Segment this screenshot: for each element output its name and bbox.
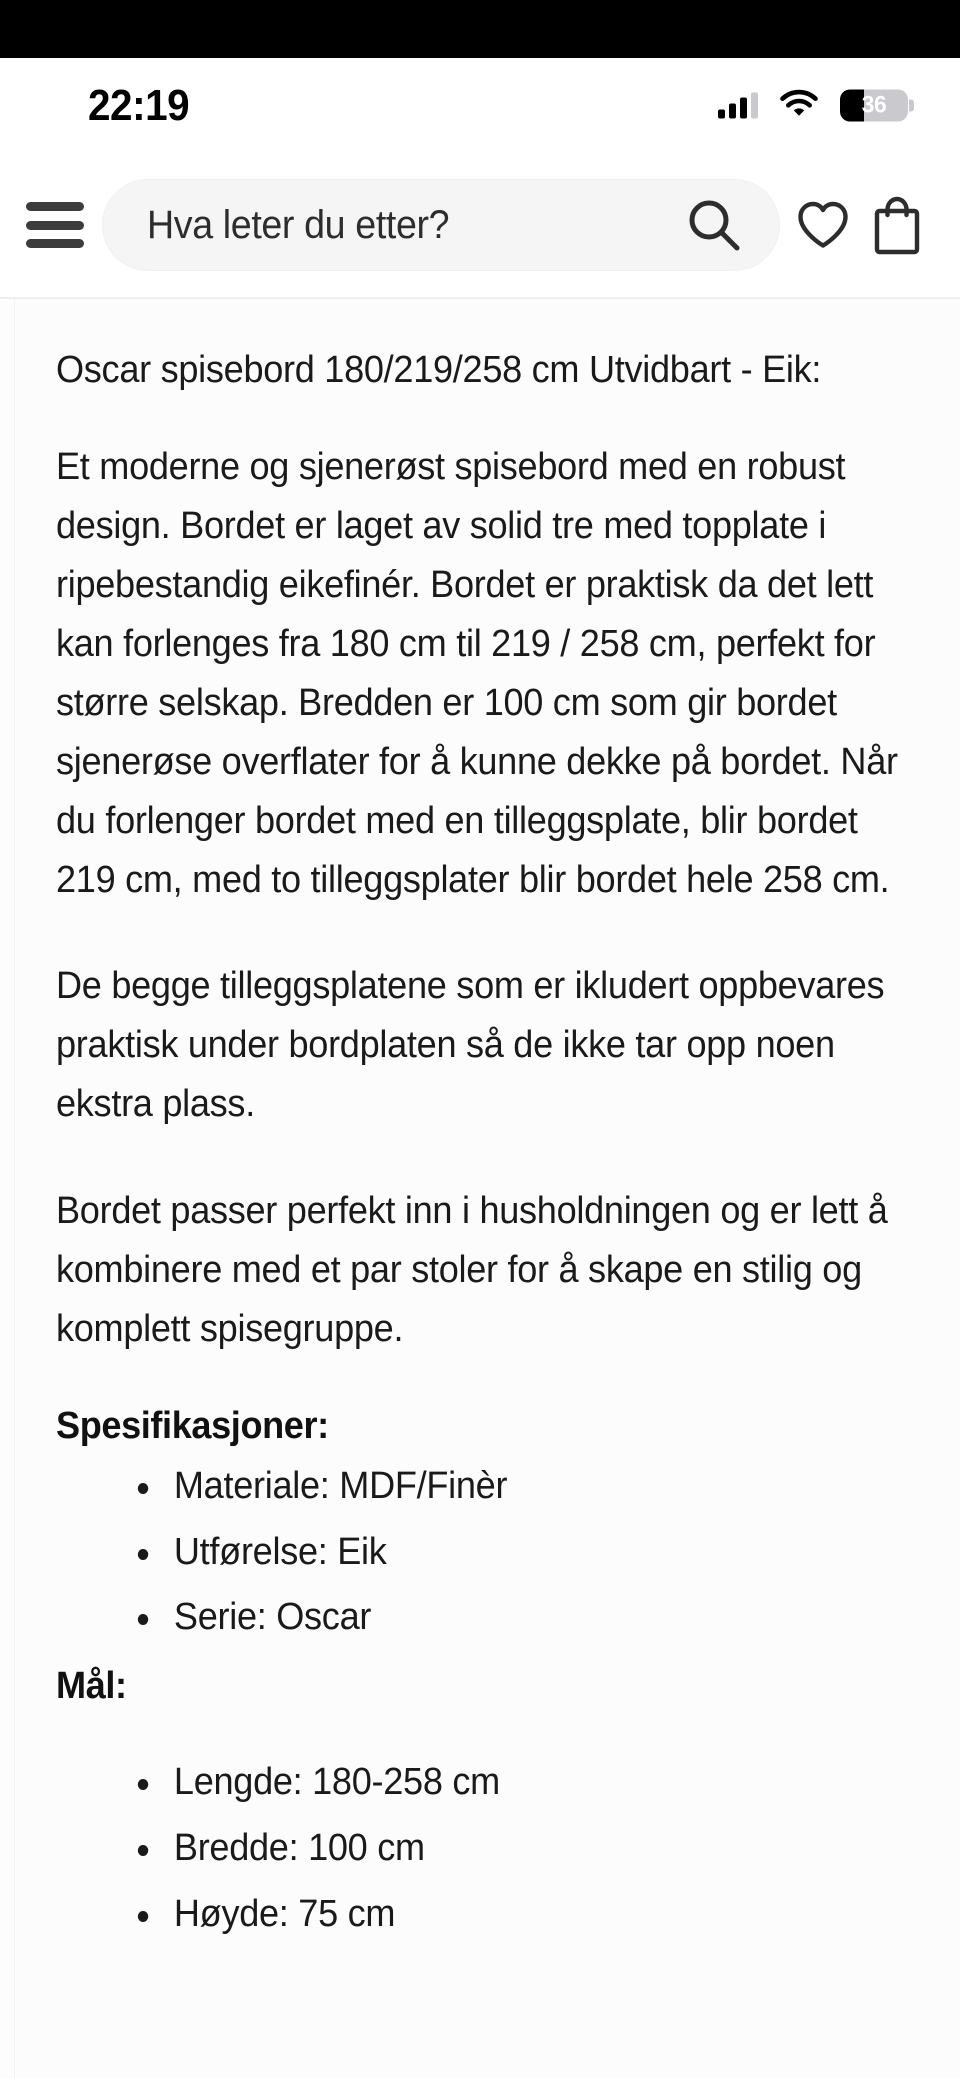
status-bar-clock: 22:19 [88, 80, 190, 130]
list-item: Utførelse: Eik [134, 1532, 958, 1574]
list-item: Bredde: 100 cm [134, 1828, 958, 1870]
dimensions-heading: Mål: [56, 1665, 127, 1708]
battery-percent-label: 36 [861, 91, 887, 119]
description-paragraph-2: De begge tilleggsplatene som er ikludert oppbevares praktisk under bordplaten så de ikke tar opp noen ekstra plass. [56, 965, 885, 1126]
shopping-bag-icon[interactable] [860, 179, 934, 271]
product-title: Oscar spisebord 180/219/258 cm Utvidbart - Eik: [56, 349, 822, 391]
wifi-icon [780, 89, 818, 122]
list-item: Lengde: 180-258 cm [134, 1762, 958, 1804]
description-paragraph-3: Bordet passer perfekt inn i husholdningen og er lett å kombinere med et par stoler for å skape en stilig og komplett spisegruppe. [56, 1190, 888, 1350]
search-input[interactable] [102, 179, 780, 271]
description-paragraph-1: Et moderne og sjenerøst spisebord med en robust design. Bordet er laget av solid tre med topplate i ripebestandig eikefinér. Bordet er praktisk da det lett kan forlenges fra 180 cm til 219 / 258 cm, perfekt for større selskap. Bredden er 100 cm som gir bordet sjenerøse overflater for å kunne dekke på bordet. Når du forlenger bordet med en tilleggsplate, blir bordet 219 cm, med to tilleggsplater blir bordet hele 258 cm. [56, 446, 898, 901]
product-description-scroll-area[interactable] [0, 299, 960, 2078]
dimensions-list [56, 1762, 920, 1935]
specifications-heading: Spesifikasjoner: [56, 1404, 329, 1447]
search-input-placeholder: Hva leter du etter? [147, 202, 450, 247]
list-item: Serie: Oscar [134, 1597, 958, 1639]
list-item: Høyde: 75 cm [134, 1894, 958, 1936]
heart-icon[interactable] [786, 179, 860, 271]
product-description-content [14, 299, 960, 2078]
status-bar [0, 58, 960, 153]
battery-nub [909, 100, 914, 112]
specifications-list [56, 1466, 920, 1639]
device-notch-bar [0, 0, 960, 58]
hamburger-menu-icon[interactable] [26, 202, 84, 248]
app-header [0, 153, 960, 299]
status-bar-indicators [718, 89, 908, 122]
cellular-signal-icon [718, 93, 758, 119]
search-icon[interactable] [683, 194, 745, 256]
list-item: Materiale: MDF/Finèr [134, 1466, 958, 1508]
battery-icon [840, 90, 908, 122]
